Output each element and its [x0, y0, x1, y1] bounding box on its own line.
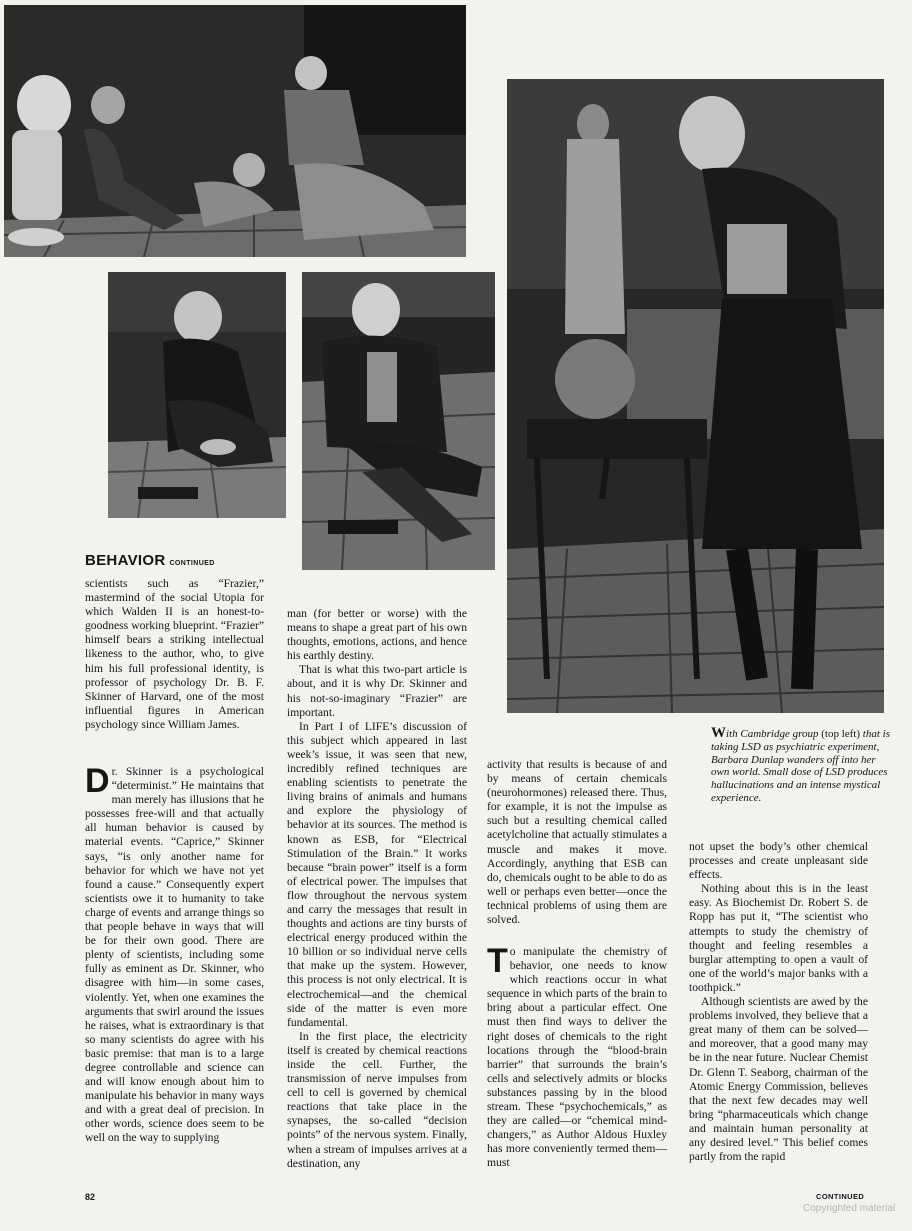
col3-paragraph-1: activity that results is because of and by means of certain chemicals (neurohormones) released there. Thus, for example, it is not the impulse as such but a resulting chemical called acetylcholine that actually stimulates a muscle and makes it move. Accordingly, anything that ESB can do, chemicals ought to be able to do as well or perhaps even better—once the technical problems of using them are solved. — [487, 758, 667, 927]
column-2 — [287, 607, 467, 1171]
column-4 — [689, 840, 868, 1164]
dropcap-t: T — [487, 942, 508, 980]
col1-intro-paragraph: scientists such as “Frazier,” mastermind of the social Utopia for which Walden II is an honest-to-goodness working blueprint. “Frazier” himself bears a striking intellectual likeness to the author, who, to give him his full professional identity, is professor of psychology Dr. B. F. Skinner of Harvard, one of the most influential figures in American psychology since William James. — [85, 577, 264, 731]
kicker-continued: CONTINUED — [169, 560, 215, 567]
col4-paragraph-3: Although scientists are awed by the problems involved, they believe that a great many of them can be solved—and moreover, that a good many may be in the near future. Nuclear Chemist Dr. Glenn T. Seaborg, chairman of the Atomic Energy Commission, believes that the next few decades may well bring “pharmaceuticals which change and maintain human personality at any desired level.” This belief comes partly from the rapid — [689, 995, 868, 1164]
page-number: 82 — [85, 1192, 96, 1202]
col2-paragraph-2: That is what this two-part article is about, and it is why Dr. Skinner and his not-so-imaginary “Frazier” are important. — [287, 663, 467, 719]
woman-sitting-photo — [108, 272, 286, 518]
caption-prefix: ith Cambridge group — [726, 728, 819, 740]
col4-paragraph-1: not upset the body’s other chemical processes and create unpleasant side effects. — [689, 840, 868, 882]
col1-body-paragraph — [85, 762, 264, 1146]
group-photo — [4, 5, 466, 257]
caption-note: (top left) — [818, 728, 863, 740]
photo-caption — [711, 727, 894, 805]
woman-thinking-photo — [302, 272, 495, 570]
column-1-bottom — [85, 762, 264, 1146]
section-kicker — [85, 552, 215, 569]
caption-text: that is taking LSD as psychiatric experiment, Barbara Dunlap wanders off into her own world. Small dose of LSD produces hallucinations and an intense mystical experience. — [711, 728, 890, 804]
col2-paragraph-1: man (for better or worse) with the means to shape a great part of his own thoughts, emotions, actions, and hence his earthly destiny. — [287, 607, 467, 663]
caption-initial: W — [711, 725, 726, 741]
column-1-top — [85, 577, 264, 732]
column-3-bottom — [487, 942, 667, 1171]
col2-paragraph-4: In the first place, the electricity itself is created by chemical reactions inside the cell. Further, the transmission of nerve impulses from cell to cell is governed by chemical reactions that take place in the synapses, the so-called “decision points” of the nervous system. Finally, when a stream of impulses arrives at a destination, any — [287, 1029, 467, 1170]
continued-label: CONTINUED — [816, 1192, 865, 1201]
col2-paragraph-3: In Part I of LIFE’s discussion of this subject which appeared in last week’s issue, it was seen that new, incredibly refined techniques are enabling scientists to penetrate the living brains of animals and humans and explore the physiology of behavior at its sources. The method is known as ESB, for “Electrical Stimulation of the Brain.” It works because “brain power” itself is a form of electrical power. The impulses that flow throughout the nervous system and carry the messages that result in thoughts and actions are tiny bursts of electrical energy produced within the 10 billion or so individual nerve cells that make up the system. However, this process is not only electrical. It is electrochemical—and the chemical side of the matter is even more fundamental. — [287, 719, 467, 1029]
col3-paragraph-2 — [487, 942, 667, 1171]
col4-paragraph-2: Nothing about this is in the least easy. As Biochemist Dr. Robert S. de Ropp has put it, “The scientist who attempts to study the chemistry of thought and feeling resembles a burglar attempting to open a vault of one of the world’s major banks with a toothpick.” — [689, 882, 868, 994]
dropcap-d: D — [85, 762, 110, 800]
col1-body-text: r. Skinner is a psychological “determinist.” He maintains that man merely has illusions that he possesses free-will and that actually all human behavior is caused by material events. “Caprice,” Skinner says, “is only another name for behavior for which we have not yet found a cause.” Consequently expert scientists owe it to humanity to take charge of events and arrange things so that people behave in ways that will be for their own good. There are plenty of scientists, including some fully as eminent as Dr. Skinner, who disagree with him—in some cases, violently. Yet, when one examines the arguments that swirl around the issues he raises, what is extraordinary is that so many scientists do agree with his basic premise: that man is to a large degree controllable and science can and will know enough about him to manipulate his behavior in many ways and with a great deal of precision. In other words, science does seem to be well on the way to supplying — [85, 765, 264, 1145]
woman-statue-photo — [507, 79, 884, 713]
col3-paragraph-2-text: o manipulate the chemistry of behavior, one needs to know which reactions occur in what sequence in which parts of the brain to bring about a particular effect. One must then find ways to deliver the right doses of chemicals to the right locations through the “blood-brain barrier” that surrounds the brain’s cells and selectively admits or blocks substances passing by in the blood stream. These “psychochemicals,” as they are called—or “chemical mind-changers,” as Author Aldous Huxley has more conveniently termed them—must — [487, 945, 667, 1170]
column-3-top — [487, 758, 667, 927]
copyright-watermark: Copyrighted material — [803, 1203, 896, 1214]
kicker-title: BEHAVIOR — [85, 552, 166, 569]
